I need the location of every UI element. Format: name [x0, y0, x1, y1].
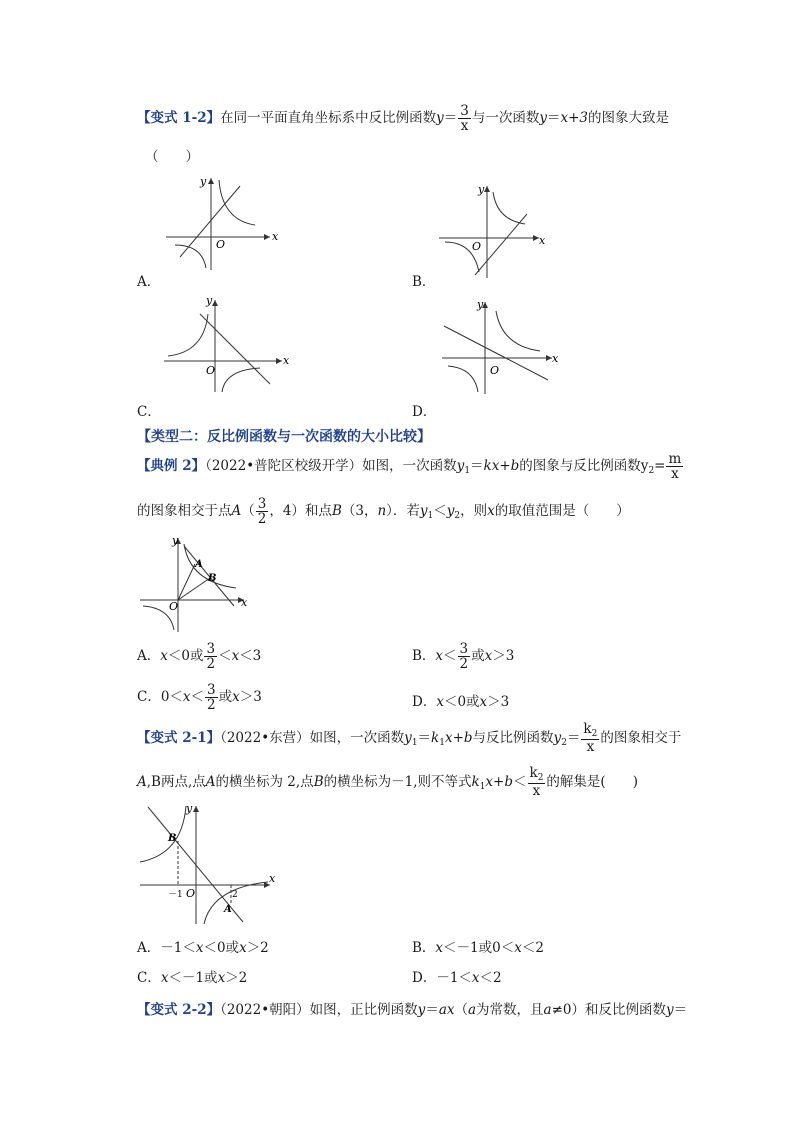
q12-tag: 【变式 1-2】 [137, 110, 221, 127]
svg-text:x: x [272, 230, 279, 243]
svg-text:x: x [241, 596, 248, 609]
svg-text:y: y [200, 175, 207, 188]
type2-heading: 【类型二：反比例函数与一次函数的大小比较】 [137, 429, 431, 445]
v21-choice-a[interactable]: A．－1＜x＜0或x＞2 [137, 940, 269, 956]
svg-text:y: y [186, 802, 193, 815]
v22-tag: 【变式 2-2】 [137, 1002, 221, 1018]
ex2-choice-a[interactable]: A．x＜0或 $\frac{3}{2}$ ＜x＜3 [137, 641, 262, 673]
v21-stem-line1: 【变式 2-1】（2022•东营）如图，一次函数$y_1=k_1x+b$与反比例函数$y_2=$ $\frac{k_2}{x}$ 的图象相交于 [137, 721, 682, 756]
q12-graph-a [160, 172, 280, 272]
v21-choice-c[interactable]: C．x＜－1或x＞2 [137, 970, 248, 986]
ex2-choice-b[interactable]: B．x＜ $\frac{3}{2}$ 或x＞3 [412, 641, 515, 673]
svg-text:O: O [169, 600, 179, 613]
svg-text:O: O [490, 364, 500, 377]
v21-choice-b[interactable]: B．x＜－1或0＜x＜2 [412, 940, 544, 956]
svg-text:y: y [478, 183, 485, 196]
svg-text:O: O [206, 364, 216, 377]
ex2-stem-line1: 【典例 2】（2022•普陀区校级开学）如图，一次函数$y_1=kx+b$的图象与反比例函数$y_2=$ $\frac{m}{x}$ [137, 451, 682, 483]
q12-option-c[interactable]: C． [137, 404, 161, 420]
ex2-stem-line2: 的图象相交于点A（ $\frac{3}{2}$ ，4）和点B（3，n）．若$y_1<y_2$，则x的取值范围是（ ） [137, 496, 630, 528]
q12-fraction: $\frac{3}{x}$ [460, 103, 469, 135]
q12-option-d[interactable]: D． [412, 404, 437, 420]
svg-text:A: A [224, 904, 232, 915]
svg-text:O: O [216, 238, 226, 251]
svg-text:A: A [195, 559, 203, 570]
svg-text:O: O [186, 887, 196, 900]
ex2-choice-c[interactable]: C．0＜x＜ $\frac{3}{2}$ 或x＞3 [137, 682, 262, 714]
svg-text:－1: －1 [168, 890, 183, 900]
svg-text:x: x [283, 354, 290, 367]
q12-option-a[interactable]: A． [137, 274, 161, 290]
svg-text:B: B [168, 833, 177, 844]
v21-stem-line2: A,B两点,点A的横坐标为 2,点B的横坐标为－1,则不等式$k_1x+b<$ $\frac{k_2}{x}$ 的解集是( ) [137, 765, 638, 800]
ex2-graph [138, 534, 253, 634]
v21-choice-d[interactable]: D．－1＜x＜2 [412, 970, 502, 986]
q12-graph-b [435, 180, 550, 280]
svg-text:x: x [552, 352, 559, 365]
ex2-choice-d[interactable]: D．x＜0或x＞3 [412, 694, 510, 710]
v21-graph [138, 802, 278, 927]
svg-text:x: x [539, 234, 546, 247]
v21-tag: 【变式 2-1】 [137, 729, 221, 746]
svg-text:2: 2 [232, 890, 238, 900]
ex2-tag: 【典例 2】 [137, 458, 206, 475]
q12-graph-d [440, 296, 560, 396]
svg-text:y: y [172, 534, 179, 547]
svg-text:y: y [206, 294, 213, 307]
q12-stem: 【变式 1-2】在同一平面直角坐标系中反比例函数y＝ $\frac{3}{x}$ 与一次函数y＝x+3的图象大致是 [137, 103, 669, 135]
svg-text:y: y [477, 298, 484, 311]
q12-option-b[interactable]: B． [412, 274, 436, 290]
q12-answer-paren: （ ） [145, 149, 199, 165]
q12-graph-c [160, 294, 295, 394]
svg-text:x: x [269, 872, 276, 885]
v22-stem-line1: 【变式 2-2】（2022•朝阳）如图，正比例函数y＝ax（a为常数，且a≠0）和反比例函数y＝ [137, 1002, 688, 1018]
svg-text:O: O [472, 240, 482, 253]
svg-text:B: B [208, 573, 217, 584]
